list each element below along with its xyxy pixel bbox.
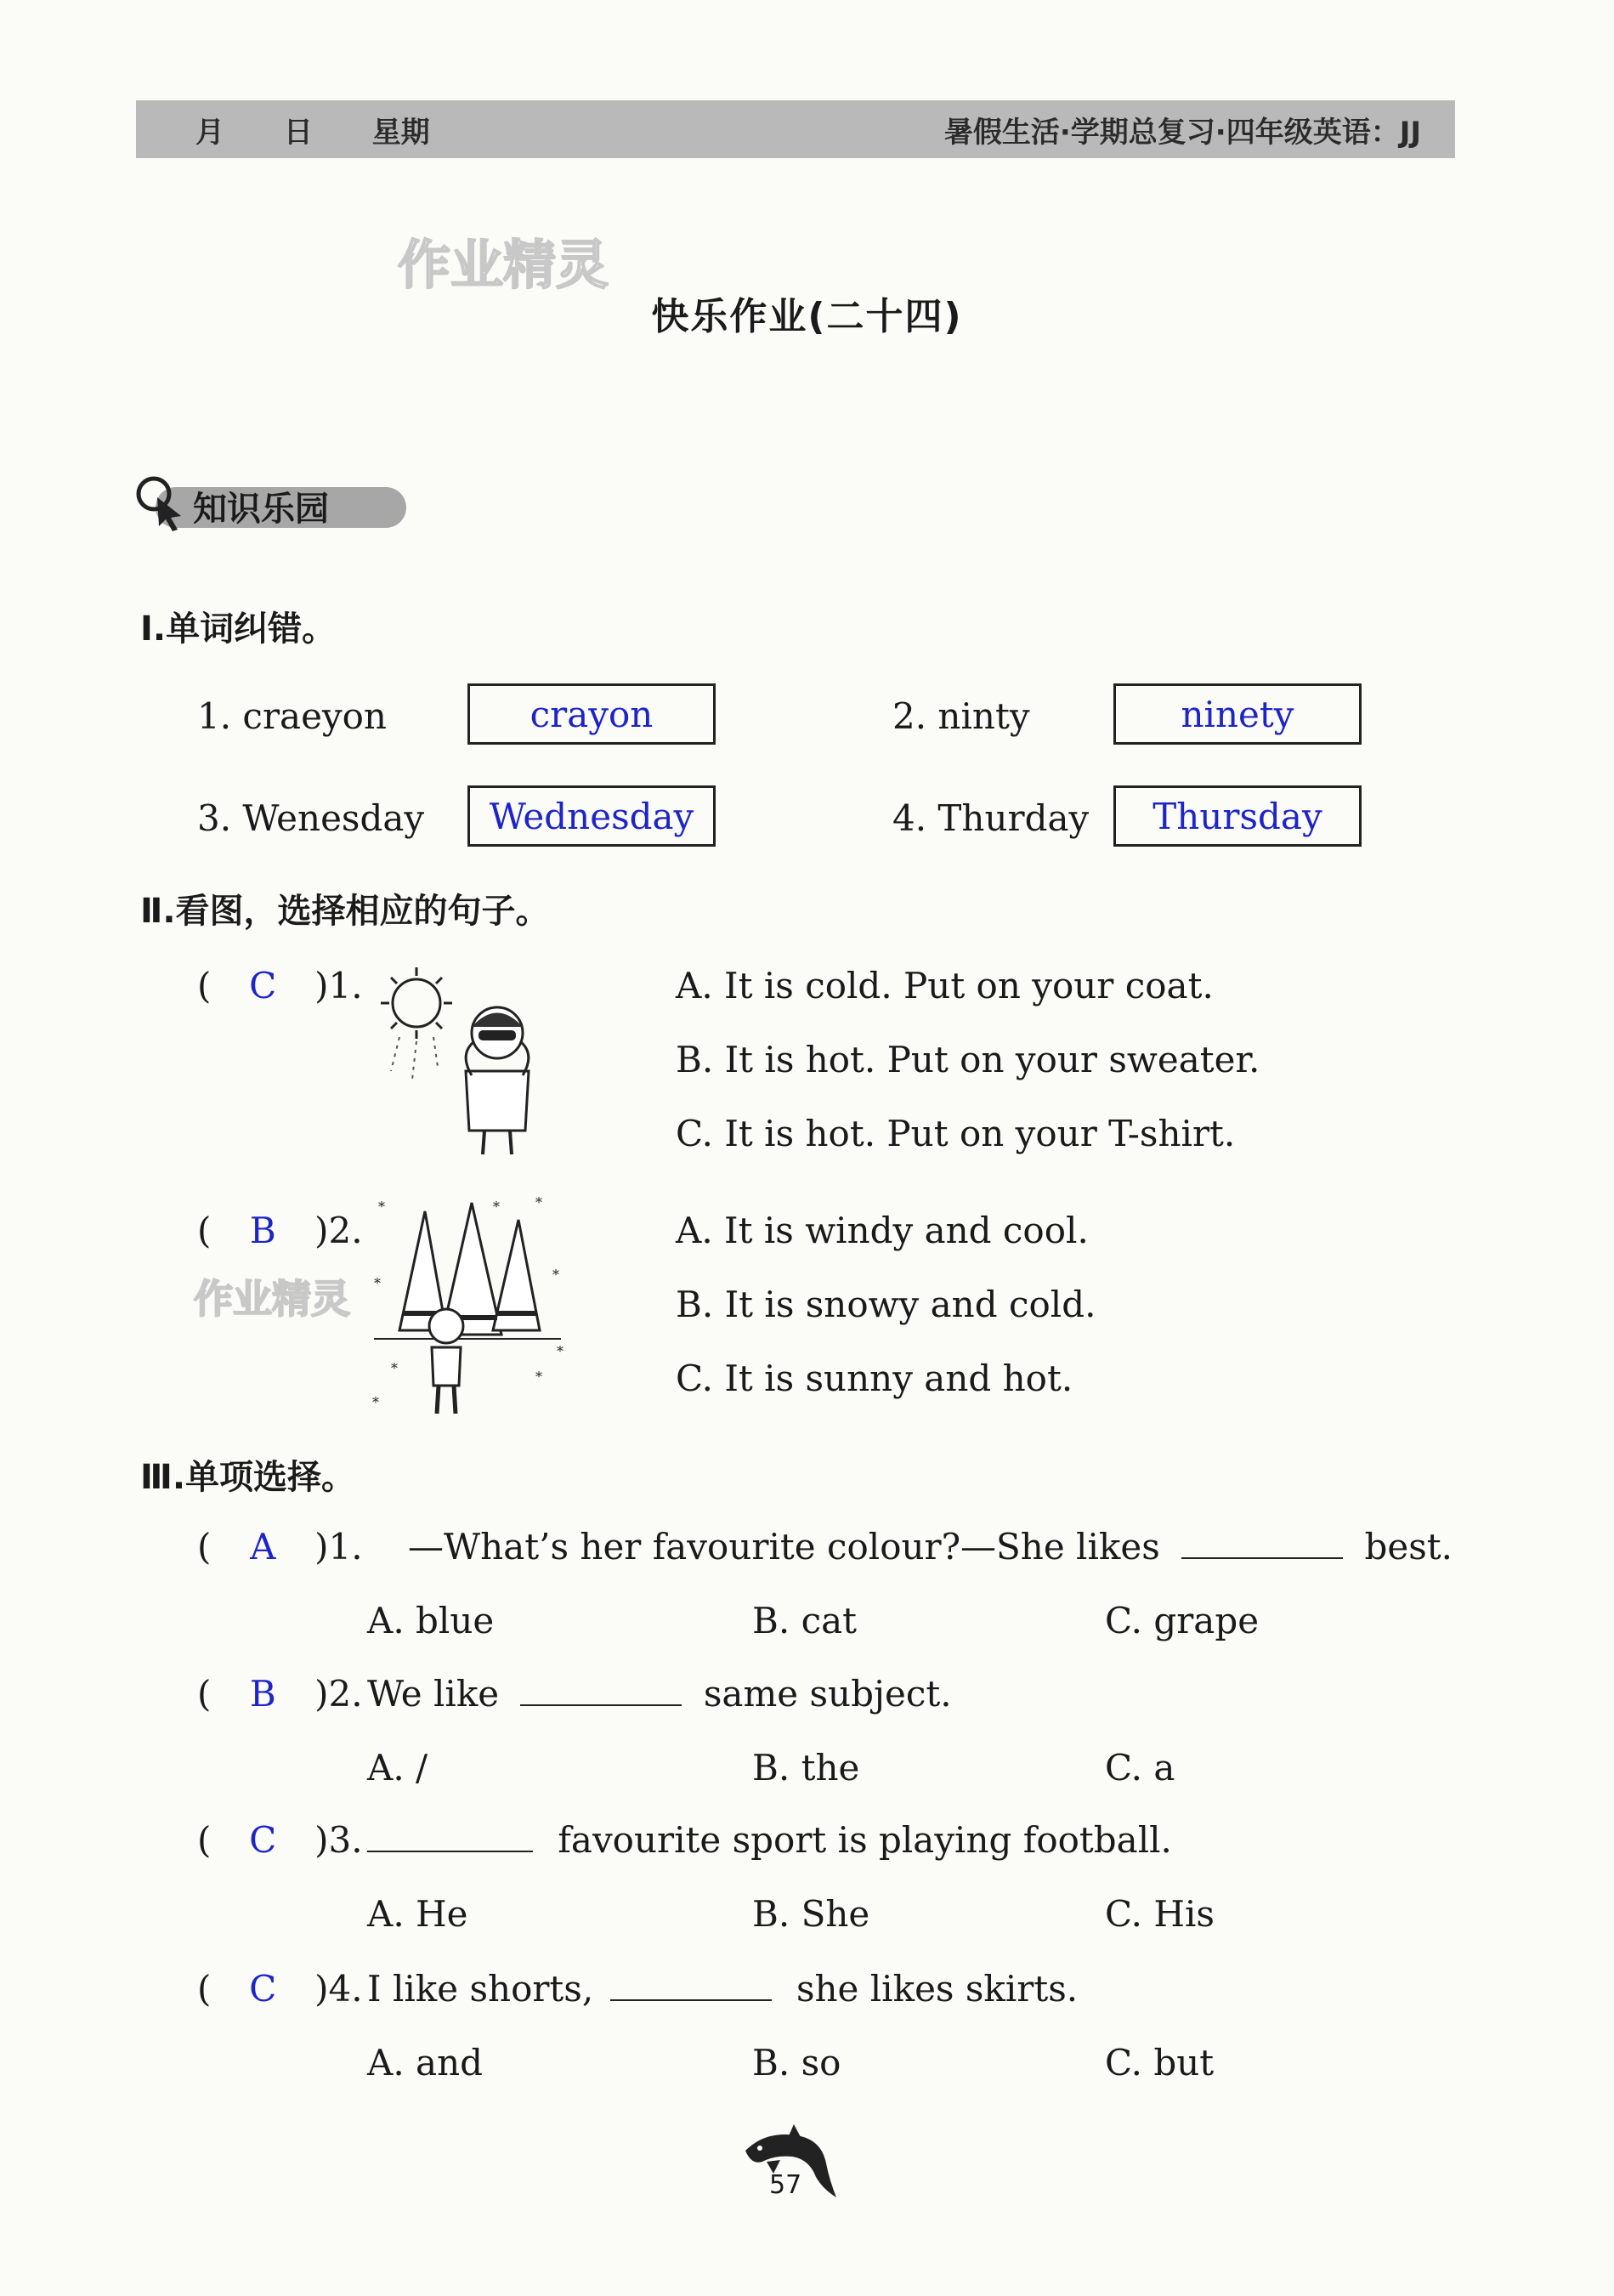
watermark: 作业精灵 [398,234,609,296]
option-text: A. It is cold. Put on your coat. [676,965,1214,1006]
answer-letter: C [249,1968,277,2010]
spelling-question: 3. Wenesday [197,797,425,839]
bracket-open: ( [197,1526,212,1568]
question-stem [367,1968,1078,2010]
day-label: 日 [283,115,313,150]
question-stem [367,1673,952,1715]
spelling-question: 1. craeyon [197,695,387,737]
answer-box: crayon [467,683,716,745]
section-2-heading: Ⅱ.看图，选择相应的句子。 [140,892,550,931]
stem-text: best. [1364,1526,1453,1568]
stem-text: We like [367,1673,500,1715]
answer-bracket [197,1968,363,2010]
option-text: C. It is sunny and hot. [676,1358,1073,1399]
question-stem [960,1526,1453,1568]
bracket-close: )3. [314,1819,363,1861]
stem-text: —She likes [960,1526,1160,1568]
hot-weather-illustration [365,961,552,1156]
option-text: B. It is hot. Put on your sweater. [676,1039,1260,1080]
bracket-open: ( [197,1210,212,1251]
svg-text:*: * [391,1360,398,1376]
option-text: C. but [1105,2042,1215,2083]
header-book-title: 暑假生活·学期总复习·四年级英语：JJ [943,115,1421,150]
svg-text:*: * [535,1194,542,1210]
answer-box: Thursday [1113,785,1362,847]
answer-letter: B [249,1210,276,1251]
magnifier-cursor-icon [132,472,191,531]
question-stem [367,1819,1172,1861]
fill-blank [1181,1527,1343,1559]
answer-bracket [197,1210,363,1251]
spelling-question: 4. Thurday [892,797,1090,839]
stem-text: same subject. [703,1673,952,1715]
svg-text:*: * [552,1267,559,1283]
bracket-open: ( [197,965,212,1006]
option-text: C. His [1105,1893,1215,1935]
answer-letter: C [249,965,277,1006]
answer-box: ninety [1113,683,1362,745]
spelling-question: 2. ninty [892,695,1030,737]
svg-text:*: * [372,1394,379,1410]
option-text: B. It is snowy and cold. [676,1284,1096,1325]
bracket-close: )1. [314,1526,363,1568]
bracket-close: )4. [314,1968,363,2010]
answer-box: Wednesday [467,785,716,847]
section-3-heading: Ⅲ.单项选择。 [140,1458,356,1497]
option-text: B. cat [752,1600,858,1641]
fill-blank [520,1674,682,1706]
badge-label: 知识乐园 [193,490,329,529]
option-text: B. the [752,1747,860,1789]
snowy-weather-illustration [365,1186,569,1420]
stem-text: I like shorts, [367,1968,594,2010]
option-text: B. She [752,1893,870,1935]
section-badge [132,472,408,531]
option-text: A. It is windy and cool. [676,1210,1089,1251]
answer-bracket [197,1819,363,1861]
bracket-open: ( [197,1819,212,1861]
bracket-close: )1. [314,965,363,1006]
svg-text:*: * [493,1199,500,1215]
month-label: 月 [195,115,224,150]
option-text: C. a [1105,1747,1175,1789]
option-text: B. so [752,2042,841,2083]
fill-blank [610,1969,772,2001]
option-text: A. and [367,2042,484,2083]
watermark-small: 作业精灵 [194,1276,350,1322]
question-stem: —What’s her favourite colour? [408,1526,961,1568]
bracket-open: ( [197,1673,212,1715]
answer-letter: C [249,1819,277,1861]
option-text: C. grape [1105,1600,1260,1641]
page-header [136,100,1455,158]
stem-text: favourite sport is playing football. [558,1819,1172,1861]
bracket-open: ( [197,1968,212,2010]
bracket-close: )2. [314,1673,363,1715]
option-text: C. It is hot. Put on your T-shirt. [676,1113,1236,1154]
date-fields [195,109,479,150]
weekday-label: 星期 [371,115,430,150]
option-text: A. blue [367,1600,495,1641]
svg-text:*: * [374,1275,381,1291]
svg-text:*: * [557,1343,563,1359]
fill-blank [367,1820,533,1852]
option-text: A. He [367,1893,468,1935]
answer-bracket [197,1673,363,1715]
page-title: 快乐作业(二十四) [651,295,963,338]
section-1-heading: Ⅰ.单词纠错。 [140,609,337,649]
svg-text:*: * [378,1199,385,1215]
bracket-close: )2. [314,1210,363,1251]
answer-letter: B [249,1673,276,1715]
stem-text: she likes skirts. [796,1968,1079,2010]
option-text: A. / [367,1747,428,1789]
page-number: 57 [769,2170,802,2200]
svg-text:*: * [535,1369,542,1385]
answer-bracket [197,965,363,1006]
answer-bracket [197,1526,363,1568]
answer-letter: A [250,1526,276,1568]
